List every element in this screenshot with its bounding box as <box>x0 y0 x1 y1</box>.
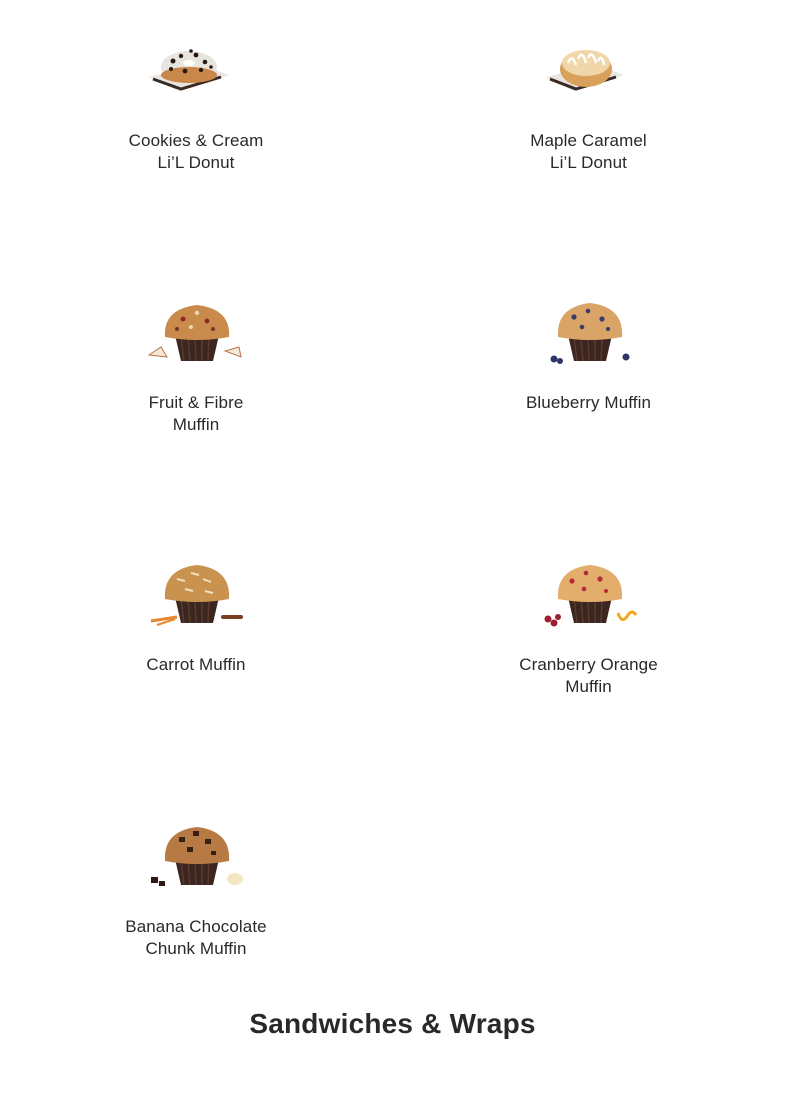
menu-item-name-line1: Blueberry Muffin <box>525 393 652 412</box>
cranberry-orange-muffin-image <box>534 549 644 629</box>
carrot-muffin-image <box>141 549 251 629</box>
menu-item-name-line1: Fruit & Fibre <box>148 393 244 412</box>
fruit-fibre-muffin-image <box>141 287 251 367</box>
menu-item-name <box>392 654 785 698</box>
menu-item-name-line2: Li’L Donut <box>550 153 627 172</box>
menu-item-cranberry-orange-muffin[interactable] <box>392 524 785 786</box>
menu-item-name-line2: Muffin <box>172 415 220 434</box>
menu-item-name-line2: Chunk Muffin <box>145 939 247 958</box>
cookies-cream-donut-image <box>141 25 251 105</box>
menu-item-name <box>392 392 785 414</box>
menu-item-name-line1: Banana Chocolate <box>125 917 267 936</box>
section-title: Sandwiches & Wraps <box>249 1008 536 1039</box>
menu-item-name-line1: Carrot Muffin <box>146 655 246 674</box>
menu-item-cookies-cream-donut[interactable] <box>0 0 392 262</box>
menu-item-name-line1: Cookies & Cream <box>128 131 264 150</box>
menu-item-maple-caramel-donut[interactable] <box>392 0 785 262</box>
menu-item-name <box>0 392 392 436</box>
menu-item-name <box>0 130 392 174</box>
menu-item-name-line2: Muffin <box>565 677 612 696</box>
banana-chocolate-chunk-muffin-image <box>141 811 251 891</box>
menu-item-name-line2: Li’L Donut <box>157 153 235 172</box>
maple-caramel-donut-image <box>534 25 644 105</box>
menu-item-carrot-muffin[interactable] <box>0 524 392 786</box>
menu-item-name <box>392 130 785 174</box>
blueberry-muffin-image <box>534 287 644 367</box>
menu-item-name-line1: Cranberry Orange <box>519 655 658 674</box>
menu-item-name <box>0 916 392 960</box>
menu-item-name <box>0 654 392 676</box>
menu-item-fruit-fibre-muffin[interactable] <box>0 262 392 524</box>
menu-item-name-line1: Maple Caramel <box>530 131 647 150</box>
menu-item-blueberry-muffin[interactable] <box>392 262 785 524</box>
